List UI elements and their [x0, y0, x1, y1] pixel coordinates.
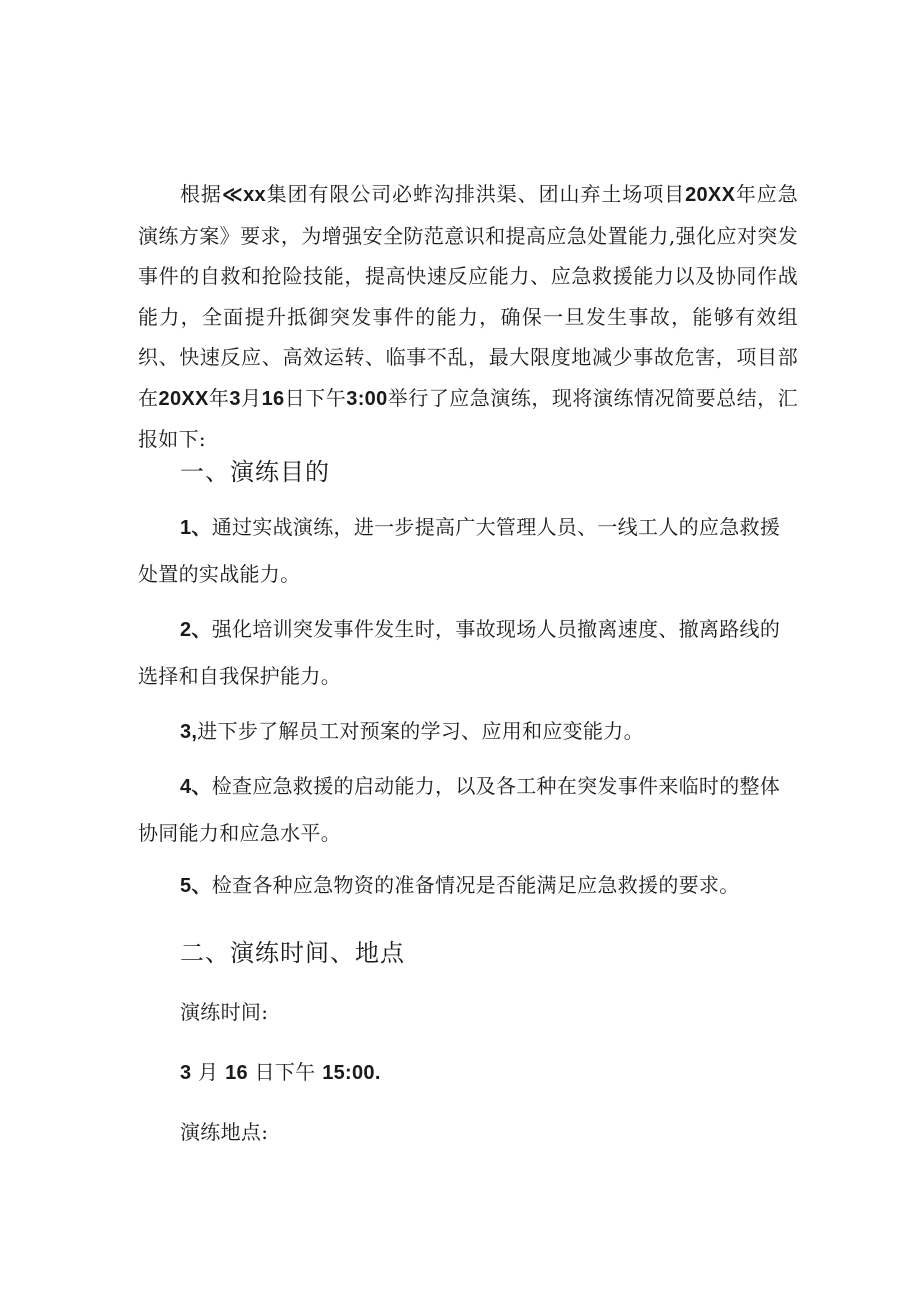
item-number: 1、: [180, 517, 212, 539]
intro-text: 根据: [180, 182, 222, 206]
list-item: [138, 606, 798, 699]
item-number: 4、: [180, 776, 212, 798]
section-heading-time-place: 二、演练时间、地点: [180, 939, 405, 967]
item-number: 5、: [180, 875, 212, 897]
intro-text: 年应急演练方案》要求，为增强安全防范意识和提高应急处置能力,强化应对突发事件的自救和抢险技能，提高快速反应能力、应急救援能力以及协同作战能力，全面提升抵御突发事件的能力，确保一旦发生事故，能够有效组织、快速反应、高效运转、临事不乱，最大限度地减少事故危害，项目部在: [138, 182, 798, 410]
item-text: 强化培训突发事件发生时，事故现场人员撤离速度、撤离路线的选择和自我保护能力。: [138, 617, 781, 688]
time-day: 16: [225, 1062, 248, 1084]
item-text: 检查应急救援的启动能力，以及各工种在突发事件来临时的整体协同能力和应急水平。: [138, 774, 781, 845]
intro-text: 日下午: [284, 385, 347, 410]
time-clock: 15:00.: [322, 1062, 381, 1084]
item-text: 通过实战演练，进一步提高广大管理人员、一线工人的应急救援处置的实战能力。: [138, 515, 781, 586]
intro-year: 20XX: [685, 184, 736, 206]
time-month: 3: [180, 1062, 192, 1084]
list-item: [138, 763, 798, 856]
time-day-unit: 日下午: [254, 1060, 316, 1084]
item-text: 进下步了解员工对预案的学习、应用和应变能力。: [197, 719, 644, 743]
intro-month: 3: [229, 387, 241, 410]
intro-text: 集团有限公司必蚱沟排洪渠、团山弃土场项目: [265, 182, 686, 206]
intro-text: 月: [240, 385, 262, 410]
intro-text: 年: [208, 385, 230, 410]
section-heading-purpose: 一、演练目的: [180, 458, 330, 486]
item-number: 2、: [180, 619, 212, 641]
time-label: 演练时间:: [180, 1000, 269, 1024]
list-item: [138, 504, 798, 597]
intro-paragraph: [138, 174, 798, 460]
time-value: [180, 1056, 381, 1085]
list-item: [138, 708, 798, 755]
intro-year: 20XX: [158, 387, 209, 410]
item-text: 检查各种应急物资的准备情况是否能满足应急救援的要求。: [211, 873, 740, 897]
intro-time: 3:00: [346, 387, 388, 410]
intro-text: 举行了应急演练，现将演练情况简要总结，汇报如下:: [138, 385, 798, 451]
place-label: 演练地点:: [180, 1120, 269, 1144]
time-month-unit: 月: [198, 1060, 219, 1084]
list-item: [138, 862, 798, 909]
intro-day: 16: [261, 387, 285, 410]
item-number: 3,: [180, 721, 198, 743]
intro-company-mark: ≪xx: [221, 184, 266, 206]
